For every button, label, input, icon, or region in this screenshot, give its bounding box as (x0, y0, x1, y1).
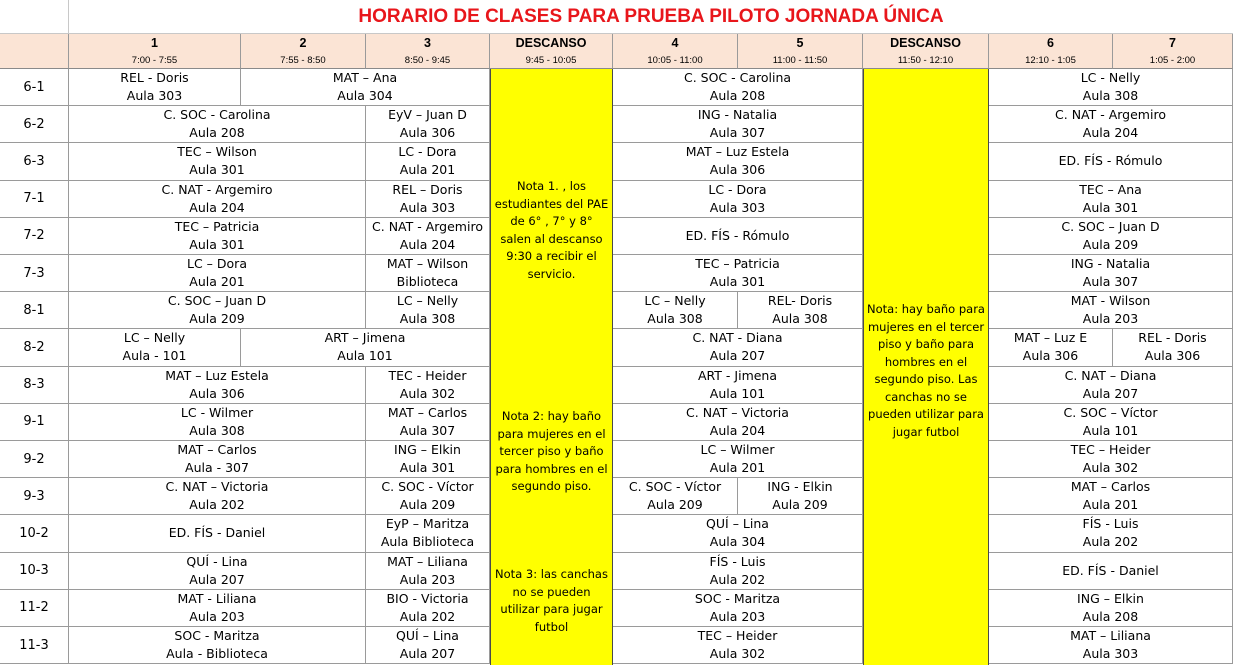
class-subject-teacher: MAT – Carlos (177, 442, 257, 458)
corner-cell[interactable] (0, 0, 69, 34)
class-cell[interactable] (69, 255, 366, 292)
class-subject-teacher: LC – Dora (187, 256, 247, 272)
class-room: Aula 306 (709, 162, 766, 178)
class-room: Aula 203 (1082, 311, 1139, 327)
break-note-2: Nota 2: hay baño para mujeres en el tercer piso y baño para hombres en el segundo piso. (495, 409, 608, 493)
group-label[interactable]: 6-3 (0, 143, 69, 180)
class-subject-teacher: C. SOC - Víctor (381, 479, 474, 495)
class-cell[interactable] (366, 106, 490, 143)
class-room: Aula 207 (1082, 385, 1139, 401)
class-cell[interactable] (989, 553, 1233, 590)
class-room: Aula 203 (189, 608, 245, 624)
group-label[interactable]: 10-3 (0, 553, 69, 590)
class-room: Aula 207 (189, 571, 245, 587)
group-label[interactable]: 8-2 (0, 329, 69, 366)
class-room: Biblioteca (396, 274, 459, 290)
class-room: Aula 308 (399, 311, 456, 327)
class-room: Aula 304 (337, 88, 393, 104)
period-header-3[interactable] (366, 34, 490, 69)
class-subject-teacher: ED. FÍS - Rómulo (685, 227, 790, 243)
period-header-1[interactable] (69, 34, 241, 69)
class-cell[interactable] (989, 69, 1233, 106)
class-subject-teacher: MAT – Wilson (386, 256, 469, 272)
class-cell[interactable] (241, 329, 490, 366)
class-cell[interactable] (989, 478, 1233, 515)
class-cell[interactable] (738, 478, 863, 515)
period-time: 7:55 - 8:50 (280, 55, 326, 66)
class-subject-teacher: C. NAT - Diana (692, 330, 783, 346)
class-subject-teacher: FÍS - Luis (709, 553, 766, 569)
class-room: Aula 308 (647, 311, 703, 327)
period-number: DESCANSO (515, 36, 587, 50)
class-room: Aula 204 (709, 422, 766, 438)
group-label[interactable]: 9-1 (0, 404, 69, 441)
class-subject-teacher: ART - Jimena (697, 367, 778, 383)
period-header-8[interactable] (989, 34, 1113, 69)
class-subject-teacher: C. SOC - Carolina (163, 107, 271, 123)
class-cell[interactable] (613, 627, 863, 664)
period-time: 1:05 - 2:00 (1149, 55, 1196, 66)
class-cell[interactable] (989, 367, 1233, 404)
class-cell[interactable] (989, 106, 1233, 143)
class-subject-teacher: REL - Doris (1138, 330, 1207, 346)
class-cell[interactable] (613, 404, 863, 441)
class-room: Aula 209 (772, 497, 828, 513)
class-cell[interactable] (69, 143, 366, 180)
class-cell[interactable] (613, 69, 863, 106)
period-header-5[interactable] (613, 34, 738, 69)
class-subject-teacher: MAT – Luz Estela (165, 367, 269, 383)
group-label[interactable]: 6-1 (0, 69, 69, 106)
period-header-9[interactable] (1113, 34, 1233, 69)
class-subject-teacher: C. SOC – Juan D (1061, 218, 1160, 234)
class-room: Aula 204 (399, 236, 456, 252)
class-cell[interactable] (69, 553, 366, 590)
class-subject-teacher: EyP – Maritza (385, 516, 470, 532)
class-subject-teacher: FÍS - Luis (1082, 516, 1139, 532)
class-cell[interactable] (69, 218, 366, 255)
class-subject-teacher: REL- Doris (767, 293, 833, 309)
group-label[interactable]: 7-3 (0, 255, 69, 292)
class-cell[interactable] (613, 553, 863, 590)
class-subject-teacher: LC - Wilmer (180, 404, 254, 420)
class-subject-teacher: C. SOC – Víctor (1063, 404, 1158, 420)
class-cell[interactable] (989, 441, 1233, 478)
period-time: 7:00 - 7:55 (131, 55, 178, 66)
class-subject-teacher: MAT – Liliana (1070, 628, 1151, 644)
class-cell[interactable] (69, 627, 366, 664)
class-subject-teacher: TEC – Heider (1070, 442, 1151, 458)
period-header-4[interactable] (490, 34, 613, 69)
period-number: DESCANSO (890, 36, 961, 50)
class-cell[interactable] (69, 404, 366, 441)
class-room: Aula 207 (399, 646, 456, 662)
class-room: Aula 209 (647, 497, 703, 513)
period-number: 1 (151, 36, 158, 50)
class-subject-teacher: C. NAT - Argemiro (1055, 107, 1166, 123)
class-cell[interactable] (69, 367, 366, 404)
class-cell[interactable] (613, 367, 863, 404)
class-cell[interactable] (69, 478, 366, 515)
class-subject-teacher: C. SOC - Carolina (683, 70, 792, 86)
group-label[interactable]: 11-3 (0, 627, 69, 664)
class-subject-teacher: TEC - Heider (388, 367, 467, 383)
class-cell[interactable] (613, 143, 863, 180)
class-room: Aula 204 (1082, 125, 1139, 141)
class-subject-teacher: TEC – Heider (697, 628, 778, 644)
group-label[interactable]: 11-2 (0, 590, 69, 627)
class-subject-teacher: ED. FÍS - Rómulo (1058, 153, 1163, 169)
class-subject-teacher: ART – Jimena (324, 330, 406, 346)
class-subject-teacher: TEC – Patricia (695, 256, 780, 272)
period-header-2[interactable] (241, 34, 366, 69)
class-subject-teacher: LC – Nelly (644, 293, 706, 309)
class-room: Aula - 307 (185, 460, 249, 476)
class-cell[interactable] (366, 404, 490, 441)
class-subject-teacher: C. SOC - Víctor (628, 479, 722, 495)
period-number: 5 (796, 36, 804, 50)
class-subject-teacher: MAT – Carlos (1070, 479, 1151, 495)
class-cell[interactable] (989, 181, 1233, 218)
class-cell[interactable] (366, 367, 490, 404)
group-label[interactable]: 9-3 (0, 478, 69, 515)
class-subject-teacher: LC - Dora (398, 144, 457, 160)
class-cell[interactable] (366, 181, 490, 218)
class-room: Aula - 101 (122, 348, 187, 364)
class-room: Aula 306 (399, 125, 456, 141)
class-room: Aula 303 (1082, 646, 1139, 662)
class-room: Aula 308 (772, 311, 828, 327)
class-cell[interactable] (613, 292, 738, 329)
class-room: Aula 209 (189, 311, 245, 327)
class-room: Aula 203 (399, 571, 456, 587)
break-note-second: Nota: hay baño para mujeres en el tercer piso y baño para hombres en el segundo piso. Las canchas no se pueden utilizar para jugar futbol (867, 302, 985, 439)
period-time: 10:05 - 11:00 (647, 55, 703, 66)
class-subject-teacher: QUÍ – Lina (706, 516, 769, 532)
class-cell[interactable] (366, 553, 490, 590)
class-subject-teacher: ING - Natalia (1070, 256, 1151, 272)
class-subject-teacher: QUÍ – Lina (396, 628, 459, 644)
class-room: Aula 307 (1082, 274, 1139, 290)
class-room: Aula 204 (189, 199, 245, 215)
class-subject-teacher: LC – Nelly (123, 330, 186, 346)
class-cell[interactable] (69, 441, 366, 478)
class-room: Aula 202 (189, 497, 245, 513)
class-room: Aula 203 (709, 608, 766, 624)
class-cell[interactable] (69, 515, 366, 552)
page-title: HORARIO DE CLASES PARA PRUEBA PILOTO JORNADA ÚNICA (69, 0, 1233, 34)
group-label[interactable]: 10-2 (0, 515, 69, 552)
class-cell[interactable] (366, 515, 490, 552)
period-time: 9:45 - 10:05 (525, 55, 577, 66)
class-subject-teacher: LC – Wilmer (700, 442, 775, 458)
class-room: Aula 209 (1082, 236, 1139, 252)
period-header-7[interactable] (863, 34, 989, 69)
class-subject-teacher: MAT – Liliana (387, 553, 468, 569)
class-cell[interactable] (613, 441, 863, 478)
period-time: 11:00 - 11:50 (772, 55, 828, 66)
class-cell[interactable] (989, 329, 1113, 366)
class-room: Aula 303 (709, 199, 766, 215)
class-room: Aula 302 (1082, 460, 1139, 476)
class-cell[interactable] (613, 515, 863, 552)
class-room: Aula 301 (1082, 199, 1139, 215)
class-room: Aula 202 (399, 608, 456, 624)
class-room: Aula 307 (399, 422, 456, 438)
class-subject-teacher: ING - Elkin (767, 479, 833, 495)
class-room: Aula 306 (1144, 348, 1201, 364)
class-cell[interactable] (989, 590, 1233, 627)
class-room: Aula 301 (399, 460, 456, 476)
class-room: Aula 101 (337, 348, 393, 364)
class-subject-teacher: EyV – Juan D (388, 107, 467, 123)
class-cell[interactable] (366, 218, 490, 255)
class-subject-teacher: C. NAT – Victoria (686, 404, 789, 420)
period-time: 12:10 - 1:05 (1025, 55, 1076, 66)
class-subject-teacher: C. NAT – Victoria (165, 479, 269, 495)
class-room: Aula 301 (189, 236, 245, 252)
class-cell[interactable] (69, 590, 366, 627)
class-room: Aula 208 (1082, 608, 1139, 624)
class-cell[interactable] (989, 627, 1233, 664)
period-number: 4 (671, 36, 679, 50)
class-cell[interactable] (69, 181, 366, 218)
class-room: Aula 304 (709, 534, 766, 550)
class-room: Aula 307 (709, 125, 766, 141)
class-room: Aula 308 (1082, 88, 1139, 104)
class-room: Aula 302 (709, 646, 766, 662)
group-label[interactable]: 9-2 (0, 441, 69, 478)
class-subject-teacher: QUÍ - Lina (186, 553, 248, 569)
class-cell[interactable] (366, 255, 490, 292)
class-subject-teacher: BIO - Victoria (386, 590, 469, 606)
break-note-1: Nota 1. , los estudiantes del PAE de 6° , 7° y 8° salen al descanso 9:30 a recibir el servicio. (494, 179, 609, 281)
period-number: 2 (299, 36, 307, 50)
header-group-cell[interactable] (0, 34, 69, 69)
class-cell[interactable] (69, 106, 366, 143)
class-cell[interactable] (613, 590, 863, 627)
class-cell[interactable] (613, 106, 863, 143)
class-subject-teacher: MAT - Liliana (177, 590, 257, 606)
class-cell[interactable] (366, 143, 490, 180)
class-cell[interactable] (613, 181, 863, 218)
class-subject-teacher: SOC - Maritza (174, 628, 260, 644)
class-room: Aula 301 (709, 274, 766, 290)
class-subject-teacher: TEC – Wilson (177, 144, 257, 160)
class-subject-teacher: ED. FÍS - Daniel (1062, 562, 1159, 578)
class-subject-teacher: C. NAT - Argemiro (372, 218, 483, 234)
period-number: 6 (1047, 36, 1054, 50)
class-room: Aula 202 (709, 571, 766, 587)
class-cell[interactable] (366, 441, 490, 478)
class-subject-teacher: LC – Nelly (396, 293, 459, 309)
first-break-column[interactable] (490, 69, 613, 665)
class-cell[interactable] (989, 404, 1233, 441)
class-cell[interactable] (613, 329, 863, 366)
class-room: Aula 302 (399, 385, 456, 401)
period-header-6[interactable] (738, 34, 863, 69)
group-label[interactable]: 6-2 (0, 106, 69, 143)
class-room: Aula 306 (1022, 348, 1079, 364)
class-room: Aula 308 (189, 422, 245, 438)
class-subject-teacher: ING – Elkin (394, 442, 461, 458)
class-cell[interactable] (69, 329, 241, 366)
class-subject-teacher: C. NAT – Diana (1064, 367, 1157, 383)
class-room: Aula 208 (189, 125, 245, 141)
class-cell[interactable] (989, 515, 1233, 552)
class-room: Aula 201 (709, 460, 766, 476)
class-subject-teacher: LC - Nelly (1080, 70, 1141, 86)
class-cell[interactable] (366, 292, 490, 329)
class-room: Aula 101 (1082, 422, 1139, 438)
class-subject-teacher: MAT – Luz E (1013, 330, 1088, 346)
period-number: 3 (424, 36, 431, 50)
group-label[interactable]: 8-3 (0, 367, 69, 404)
class-cell[interactable] (989, 292, 1233, 329)
class-cell[interactable] (613, 255, 863, 292)
class-room: Aula 303 (126, 88, 183, 104)
period-time: 8:50 - 9:45 (404, 55, 451, 66)
class-room: Aula Biblioteca (380, 534, 475, 550)
class-subject-teacher: MAT – Luz Estela (685, 144, 790, 160)
class-room: Aula 202 (1082, 534, 1139, 550)
class-room: Aula 306 (189, 385, 245, 401)
class-subject-teacher: LC - Dora (708, 181, 767, 197)
class-cell[interactable] (69, 69, 241, 106)
class-room: Aula - Biblioteca (166, 646, 268, 662)
class-subject-teacher: TEC – Patricia (174, 218, 260, 234)
class-cell[interactable] (613, 218, 863, 255)
period-number: 7 (1169, 36, 1176, 50)
class-cell[interactable] (366, 478, 490, 515)
class-room: Aula 207 (709, 348, 766, 364)
class-room: Aula 303 (399, 199, 456, 215)
group-label[interactable]: 8-1 (0, 292, 69, 329)
second-break-column[interactable] (863, 69, 989, 665)
class-room: Aula 201 (1082, 497, 1139, 513)
class-cell[interactable] (989, 143, 1233, 180)
break-note-3: Nota 3: las canchas no se pueden utilizar para jugar futbol (495, 567, 608, 634)
class-cell[interactable] (989, 255, 1233, 292)
class-subject-teacher: MAT – Ana (332, 70, 398, 86)
class-room: Aula 209 (399, 497, 456, 513)
class-cell[interactable] (366, 590, 490, 627)
class-cell[interactable] (613, 478, 738, 515)
class-cell[interactable] (989, 218, 1233, 255)
class-room: Aula 201 (399, 162, 456, 178)
class-room: Aula 201 (189, 274, 245, 290)
class-subject-teacher: SOC - Maritza (694, 590, 781, 606)
period-time: 11:50 - 12:10 (897, 55, 954, 66)
class-room: Aula 301 (189, 162, 245, 178)
class-subject-teacher: TEC – Ana (1079, 181, 1142, 197)
group-label[interactable]: 7-1 (0, 181, 69, 218)
class-subject-teacher: ING – Elkin (1077, 590, 1144, 606)
class-cell[interactable] (241, 69, 490, 106)
class-cell[interactable] (738, 292, 863, 329)
group-label[interactable]: 7-2 (0, 218, 69, 255)
class-room: Aula 101 (709, 385, 766, 401)
class-subject-teacher: ING - Natalia (697, 107, 778, 123)
class-cell[interactable] (1113, 329, 1233, 366)
class-subject-teacher: MAT – Carlos (387, 404, 468, 420)
class-subject-teacher: C. NAT - Argemiro (161, 181, 273, 197)
class-subject-teacher: C. SOC – Juan D (167, 293, 267, 309)
class-cell[interactable] (366, 627, 490, 664)
class-subject-teacher: REL - Doris (120, 70, 189, 86)
class-subject-teacher: ED. FÍS - Daniel (168, 525, 266, 541)
class-room: Aula 208 (709, 88, 766, 104)
class-cell[interactable] (69, 292, 366, 329)
class-subject-teacher: REL – Doris (392, 181, 463, 197)
class-subject-teacher: MAT - Wilson (1070, 293, 1151, 309)
